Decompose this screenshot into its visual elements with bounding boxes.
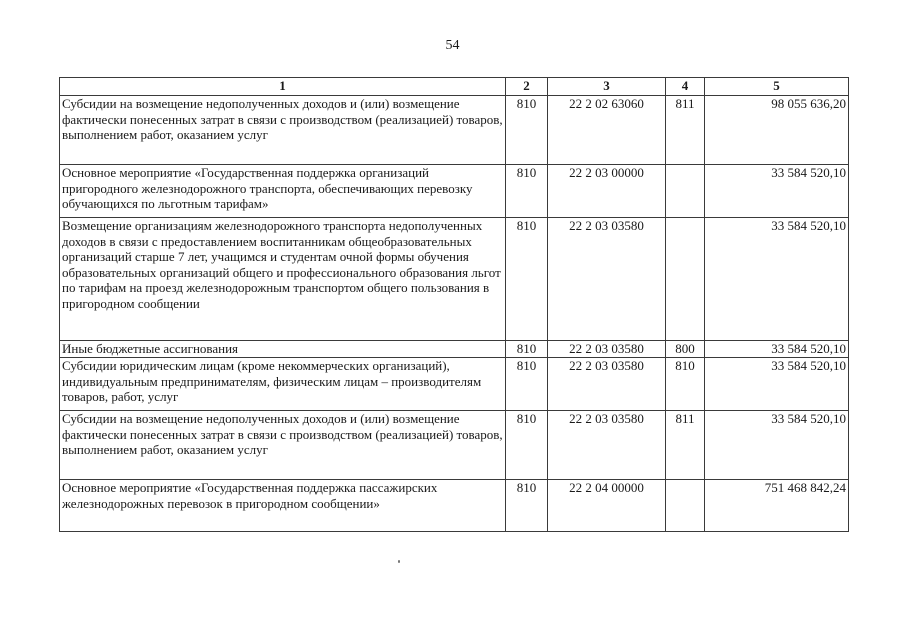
row-amount: 33 584 520,10 [705, 411, 849, 480]
row-code: 810 [506, 411, 548, 480]
row-amount: 98 055 636,20 [705, 96, 849, 165]
row-amount: 33 584 520,10 [705, 358, 849, 411]
row-code: 810 [506, 218, 548, 341]
row-code: 810 [506, 480, 548, 532]
row-name: Основное мероприятие «Государственная поддержка организаций пригородного железнодорожного транспорта, обеспечивающих перевозку обучающихся по льготным тарифам» [60, 165, 506, 218]
header-col-2: 2 [506, 78, 548, 96]
row-type: 800 [666, 341, 705, 358]
table-row [60, 411, 849, 480]
row-section: 22 2 03 03580 [548, 341, 666, 358]
header-col-3: 3 [548, 78, 666, 96]
header-col-4: 4 [666, 78, 705, 96]
table-row [60, 341, 849, 358]
header-col-5: 5 [705, 78, 849, 96]
table-row [60, 358, 849, 411]
row-section: 22 2 03 03580 [548, 411, 666, 480]
row-code: 810 [506, 341, 548, 358]
row-section: 22 2 03 00000 [548, 165, 666, 218]
row-amount: 33 584 520,10 [705, 165, 849, 218]
budget-table [59, 77, 849, 532]
row-name: Иные бюджетные ассигнования [60, 341, 506, 358]
row-type [666, 165, 705, 218]
table-row [60, 480, 849, 532]
row-amount: 751 468 842,24 [705, 480, 849, 532]
row-name: Основное мероприятие «Государственная поддержка пассажирских железнодорожных перевозок в пригородном сообщении» [60, 480, 506, 532]
scan-speck [398, 560, 400, 563]
row-code: 810 [506, 358, 548, 411]
header-row [60, 78, 849, 96]
row-section: 22 2 03 03580 [548, 218, 666, 341]
row-amount: 33 584 520,10 [705, 341, 849, 358]
row-section: 22 2 03 03580 [548, 358, 666, 411]
table-row [60, 96, 849, 165]
row-name: Возмещение организациям железнодорожного транспорта недополученных доходов в связи с предоставлением воспитанникам общеобразовательных организаций старше 7 лет, учащимся и студентам очной формы обучения образовательных организаций общего и профессионального образования льгот по тарифам на проезд железнодорожным транспортом общего пользования в пригородном сообщении [60, 218, 506, 341]
page-number: 54 [445, 38, 460, 53]
row-name: Субсидии на возмещение недополученных доходов и (или) возмещение фактически понесенных затрат в связи с производством (реализацией) товаров, выполнением работ, оказанием услуг [60, 96, 506, 165]
row-name: Субсидии на возмещение недополученных доходов и (или) возмещение фактически понесенных затрат в связи с производством (реализацией) товаров, выполнением работ, оказанием услуг [60, 411, 506, 480]
row-type: 810 [666, 358, 705, 411]
table-row [60, 218, 849, 341]
row-section: 22 2 04 00000 [548, 480, 666, 532]
row-code: 810 [506, 165, 548, 218]
row-amount: 33 584 520,10 [705, 218, 849, 341]
table-row [60, 165, 849, 218]
row-type [666, 480, 705, 532]
row-type [666, 218, 705, 341]
row-type: 811 [666, 96, 705, 165]
header-col-1: 1 [60, 78, 506, 96]
row-section: 22 2 02 63060 [548, 96, 666, 165]
row-type: 811 [666, 411, 705, 480]
row-name: Субсидии юридическим лицам (кроме некоммерческих организаций), индивидуальным предпринимателям, физическим лицам – производителям товаров, работ, услуг [60, 358, 506, 411]
row-code: 810 [506, 96, 548, 165]
